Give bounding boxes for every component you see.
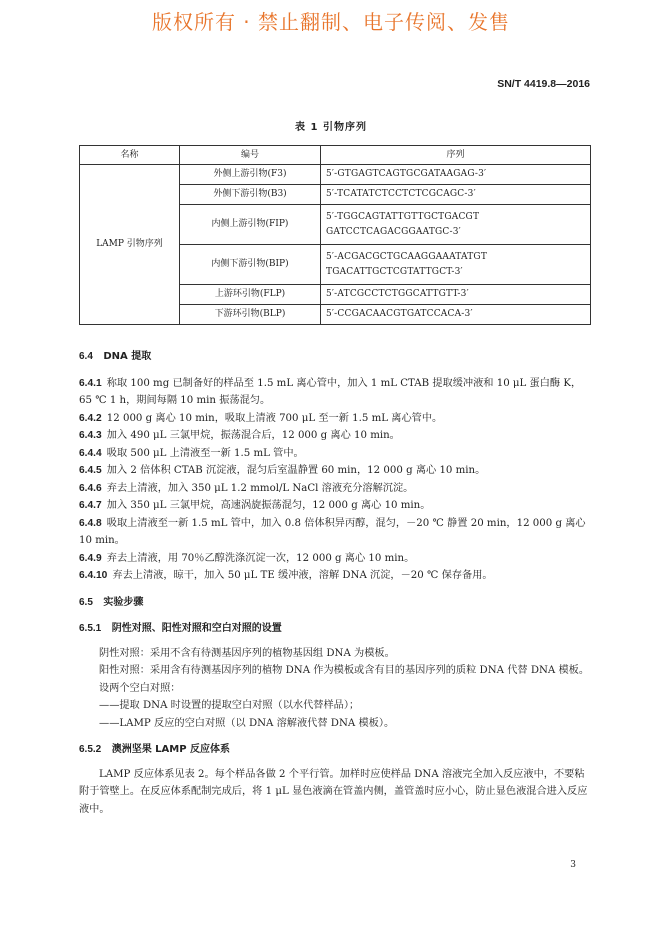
subsection-heading (79, 620, 591, 638)
primer-code: 内侧上游引物(FIP) (180, 205, 321, 245)
step-item (79, 480, 591, 498)
standard-number: SN/T 4419.8—2016 (497, 78, 590, 90)
primer-code: 上游环引物(FLP) (180, 285, 321, 305)
section-title: 阴性对照、阳性对照和空白对照的设置 (111, 623, 282, 634)
step-text: 弃去上清液，用 70％乙醇洗涤沉淀一次，12 000 g 离心 10 min。 (106, 552, 415, 564)
step-text: 吸取 500 μL 上清液至一新 1.5 mL 管中。 (106, 447, 304, 459)
page-number: 3 (570, 860, 576, 870)
seq-line-1: 5′-TGGCAGTATTGTTGCTGACGT (326, 211, 480, 222)
step-item (79, 497, 591, 515)
header-sequence: 序列 (321, 146, 591, 165)
copyright-banner: 版权所有 · 禁止翻制、电子传阅、发售 (151, 10, 511, 34)
section-number: 6.5.2 (79, 744, 102, 755)
primer-table (79, 145, 591, 325)
subsection-heading (79, 741, 591, 759)
step-item (79, 427, 591, 445)
step-item (79, 410, 591, 428)
step-text: 加入 2 倍体积 CTAB 沉淀液，混匀后室温静置 60 min，12 000 g 离心 10 min。 (106, 465, 486, 476)
section-title: 实验步骤 (103, 596, 144, 608)
seq-line-2: TGACATTGCTCGTATTGCT-3′ (326, 266, 463, 277)
table-row (80, 165, 591, 185)
step-number: 6.4.7 (79, 500, 102, 511)
step-text: 12 000 g 离心 10 min，吸取上清液 700 μL 至一新 1.5 mL 离心管中。 (106, 412, 443, 424)
step-number: 6.4.9 (79, 552, 102, 564)
step-item (79, 375, 591, 410)
paragraph: 阳性对照：采用含有待测基因序列的植物 DNA 作为模板或含有目的基因序列的质粒 DNA 代替 DNA 模板。 (99, 665, 590, 676)
table-caption: 表 1 引物序列 (295, 122, 367, 133)
section-number: 6.5 (79, 596, 93, 608)
document-body (79, 348, 591, 818)
primer-code: 内侧下游引物(BIP) (180, 245, 321, 285)
step-text: 吸取上清液至一新 1.5 mL 管中，加入 0.8 倍体积异丙醇，混匀，－20 ℃ 静置 20 min，12 000 g 离心 10 min。 (79, 517, 586, 546)
group-name-cell: LAMP 引物序列 (80, 165, 180, 325)
section-number: 6.5.1 (79, 623, 102, 634)
step-item (79, 445, 591, 463)
extraction-steps (79, 375, 591, 585)
step-item (79, 515, 591, 550)
header-code: 编号 (180, 146, 321, 165)
step-item (79, 550, 591, 568)
step-item (79, 462, 591, 480)
primer-code: 下游环引物(BLP) (180, 305, 321, 325)
paragraph: 阴性对照：采用不含有待测基因序列的植物基因组 DNA 为模板。 (99, 647, 395, 659)
step-number: 6.4.8 (79, 517, 102, 529)
primer-code: 外侧下游引物(B3) (180, 185, 321, 205)
step-text: 弃去上清液，晾干，加入 50 μL TE 缓冲液，溶解 DNA 沉淀，－20 ℃ 保存备用。 (112, 570, 493, 581)
section-heading (79, 348, 591, 366)
primer-seq: 5′-CCGACAACGTGATCCACA-3′ (321, 305, 591, 325)
section-heading (79, 594, 591, 612)
step-number: 6.4.4 (79, 447, 102, 459)
primer-seq (321, 245, 591, 285)
table-header-row (80, 146, 591, 165)
step-number: 6.4.3 (79, 430, 102, 441)
step-text: 加入 490 μL 三氯甲烷，振荡混合后，12 000 g 离心 10 min。 (106, 430, 400, 441)
step-text: 称取 100 mg 已制备好的样品至 1.5 mL 离心管中，加入 1 mL CTAB 提取缓冲液和 10 μL 蛋白酶 K，65 ℃ 1 h，期间每隔 10 min 振荡混匀。 (79, 377, 582, 406)
step-number: 6.4.10 (79, 570, 108, 581)
seq-line-2: GATCCTCAGACGGAATGC-3′ (326, 226, 461, 237)
step-number: 6.4.1 (79, 377, 102, 389)
primer-seq: 5′-GTGAGTCAGTGCGATAAGAG-3′ (321, 165, 591, 185)
step-number: 6.4.6 (79, 482, 102, 494)
section-number: 6.4 (79, 351, 93, 362)
section-title: 澳洲坚果 LAMP 反应体系 (111, 744, 231, 755)
header-name: 名称 (80, 146, 180, 165)
primer-seq: 5′-TCATATCTCCTCTCGCAGC-3′ (321, 185, 591, 205)
paragraph: 设两个空白对照： (99, 682, 181, 694)
step-number: 6.4.5 (79, 465, 102, 476)
paragraph: LAMP 反应体系见表 2。每个样品各做 2 个平行管。加样时应使样品 DNA 溶液完全加入反应液中，不要粘附于管壁上。在反应体系配制完成后，将 1 μL 显色液滴在管盖内侧，盖管盖时应小心，防止显色液混合进入反应液中。 (79, 768, 588, 815)
step-item (79, 567, 591, 585)
primer-seq: 5′-ATCGCCTCTGGCATTGTT-3′ (321, 285, 591, 305)
step-number: 6.4.2 (79, 412, 102, 424)
primer-seq (321, 205, 591, 245)
primer-code: 外侧上游引物(F3) (180, 165, 321, 185)
step-text: 加入 350 μL 三氯甲烷，高速涡旋振荡混匀，12 000 g 离心 10 min。 (106, 500, 431, 511)
section-title: DNA 提取 (103, 351, 152, 362)
seq-line-1: 5′-ACGACGCTGCAAGGAAATATGT (326, 251, 488, 262)
step-text: 弃去上清液，加入 350 μL 1.2 mmol/L NaCl 溶液充分溶解沉淀。 (106, 482, 414, 494)
list-item: ——LAMP 反应的空白对照（以 DNA 溶解液代替 DNA 模板）。 (99, 717, 395, 729)
list-item: ——提取 DNA 时设置的提取空白对照（以水代替样品）； (99, 700, 360, 711)
